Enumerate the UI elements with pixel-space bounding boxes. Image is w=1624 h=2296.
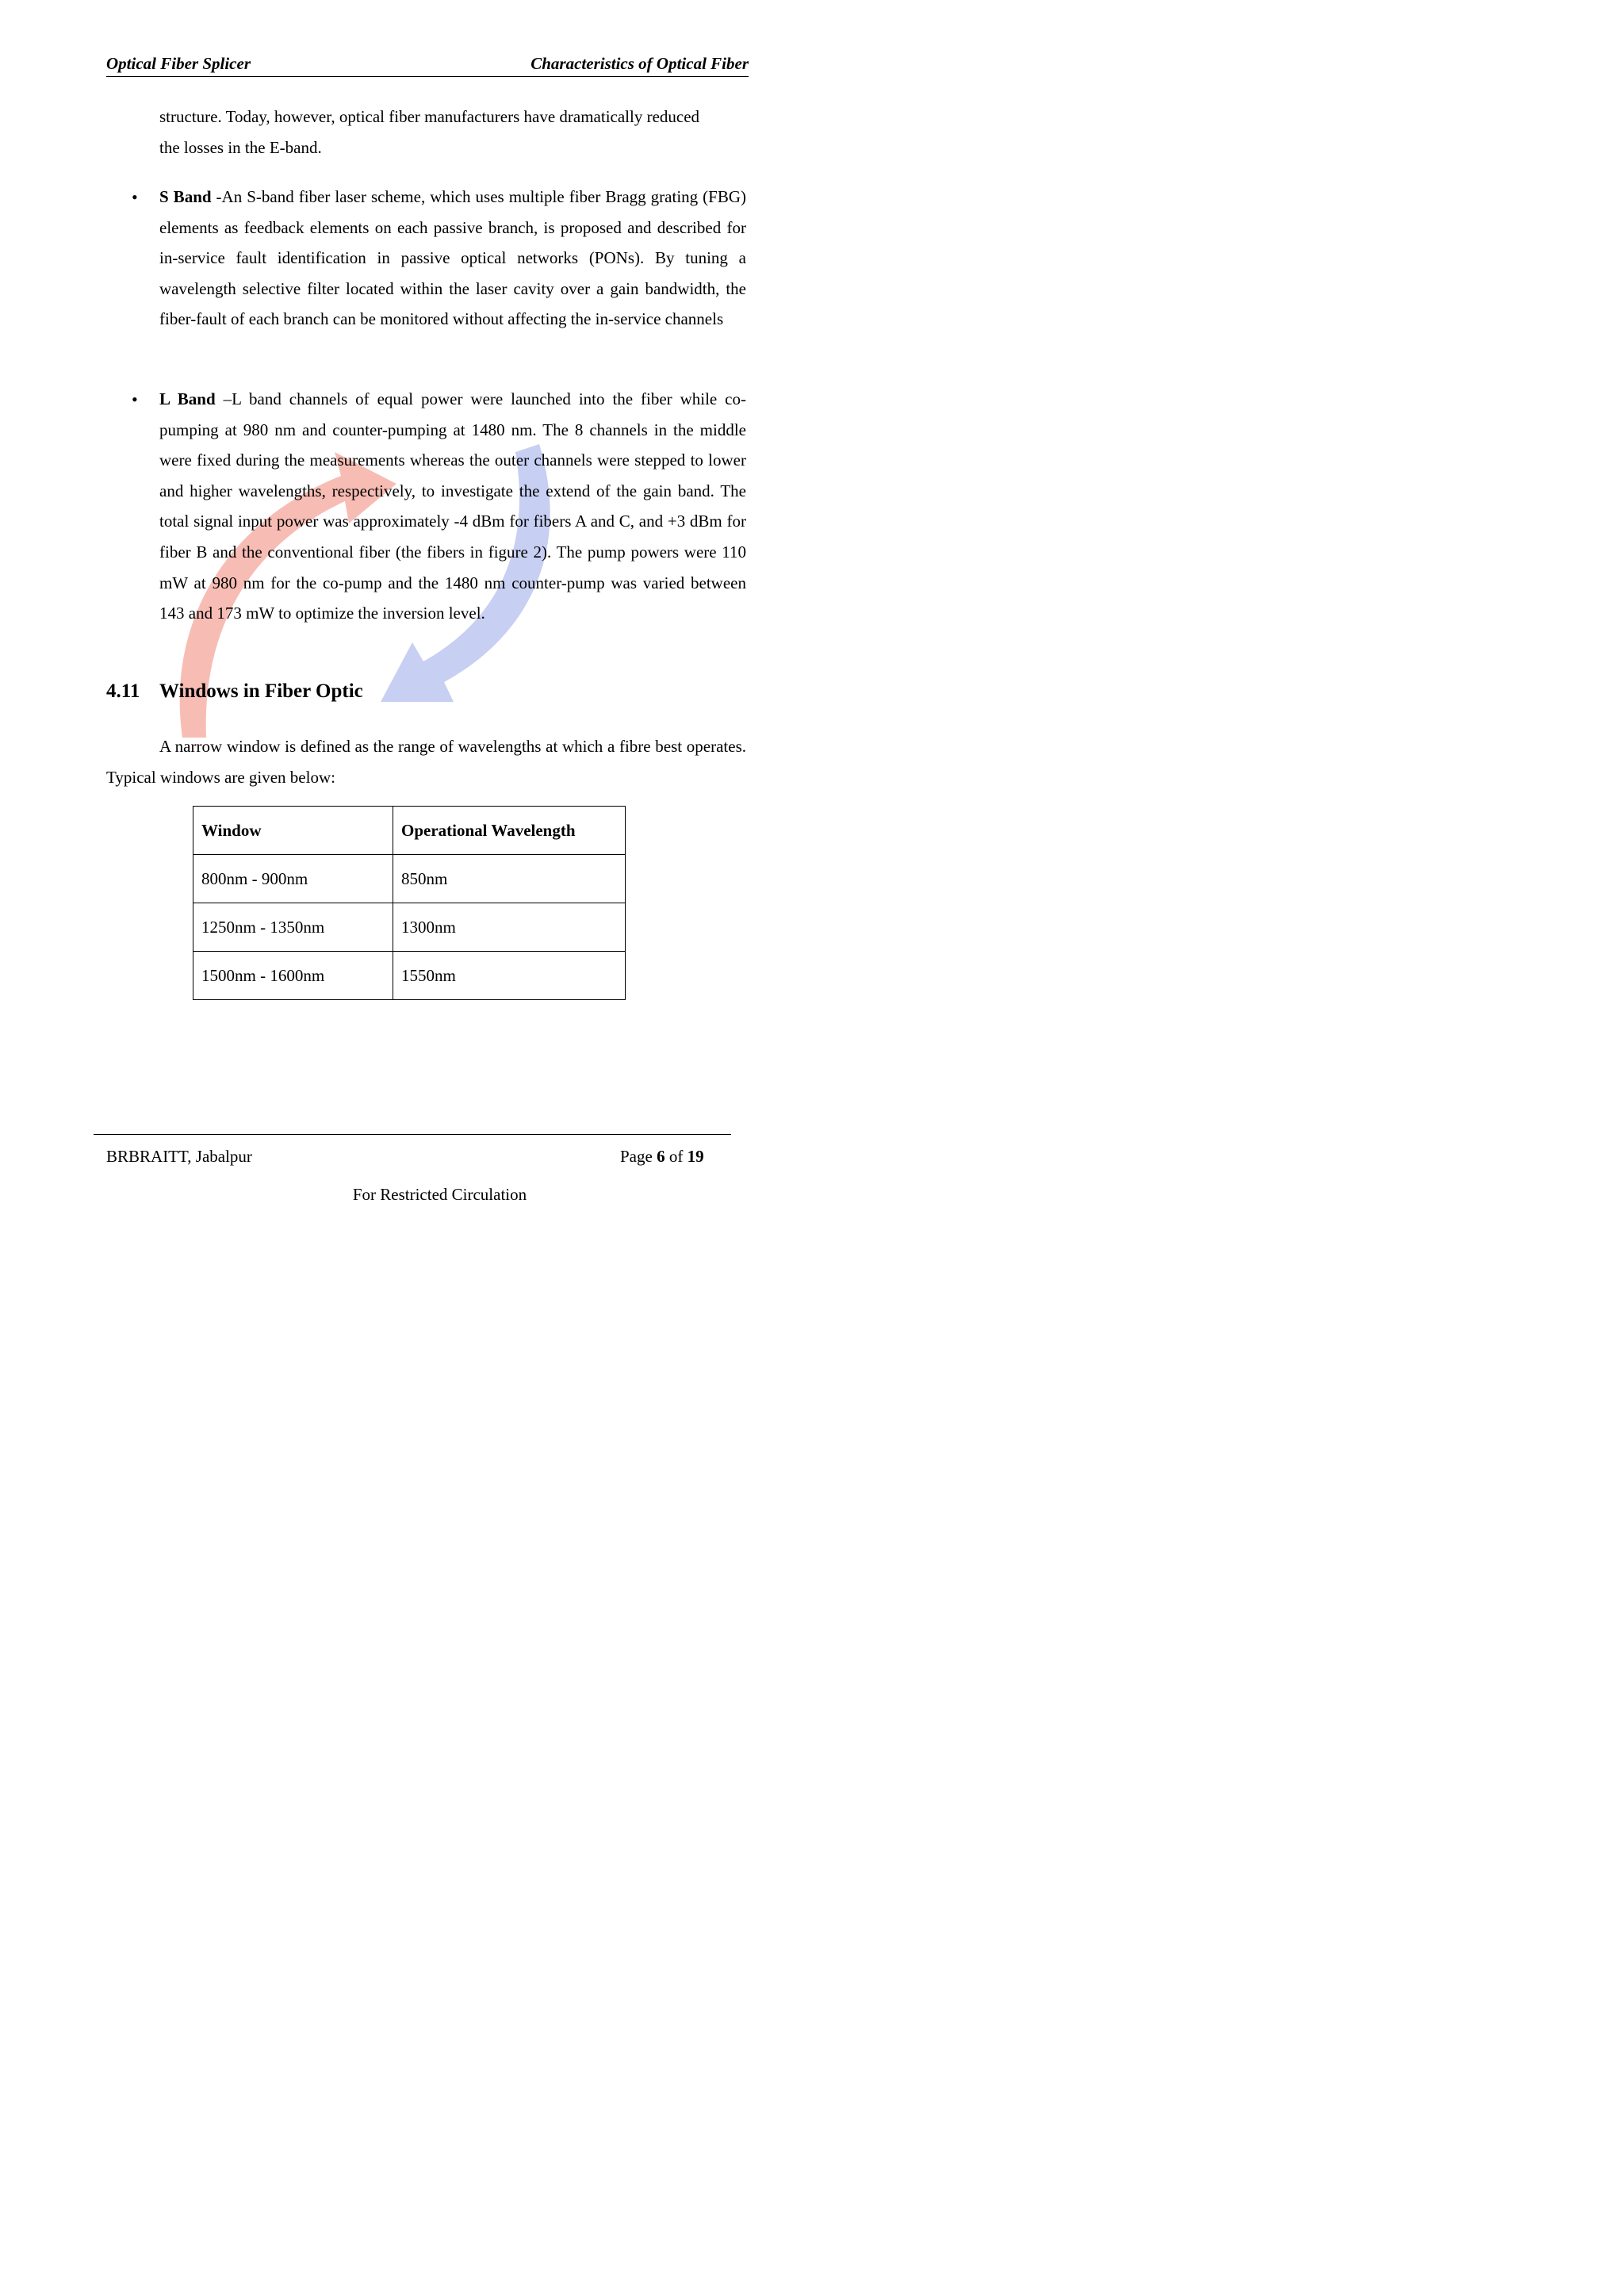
table-row xyxy=(193,855,626,903)
header-doc-title: Optical Fiber Splicer xyxy=(106,54,251,73)
document-page xyxy=(0,0,879,1244)
bullet-term-s-band: S Band xyxy=(159,187,212,206)
continuation-line-2: the losses in the E-band. xyxy=(159,137,322,157)
table-header-row xyxy=(193,807,626,855)
total-pages: 19 xyxy=(687,1147,704,1166)
table-cell: 850nm xyxy=(393,855,626,903)
windows-table xyxy=(193,806,626,1000)
intro-paragraph: A narrow window is defined as the range of wavelengths at which a fibre best operates. Typical windows are given below: xyxy=(106,737,746,787)
table-header-cell: Operational Wavelength xyxy=(393,807,626,855)
table-cell: 800nm - 900nm xyxy=(193,855,393,903)
page-of: of xyxy=(665,1147,688,1166)
bullet-text-l-band: –L band channels of equal power were launched into the fiber while co-pumping at 980 nm and counter-pumping at 1480 nm. The 8 channels in the middle were fixed during the measurements whereas the outer channels were stepped to lower and higher wavelengths, respectively, to investigate the extend of the gain band. The total signal input power was approximately -4 dBm for fibers A and C, and +3 dBm for fiber B and the conventional fiber (the fibers in figure 2). The pump powers were 110 mW at 980 nm for the co-pump and the 1480 nm counter-pump was varied between 143 and 173 mW to optimize the inversion level. xyxy=(159,389,746,623)
footer-organization: BRBRAITT, Jabalpur xyxy=(106,1147,252,1166)
table-row xyxy=(193,952,626,1000)
section-number: 4.11 xyxy=(106,680,140,702)
page-prefix: Page xyxy=(620,1147,657,1166)
footer-circulation-notice: For Restricted Circulation xyxy=(352,1185,527,1204)
table-cell: 1550nm xyxy=(393,952,626,1000)
header-chapter-title: Characteristics of Optical Fiber xyxy=(530,54,749,73)
table-cell: 1250nm - 1350nm xyxy=(193,903,393,952)
table-header-cell: Window xyxy=(193,807,393,855)
table-row xyxy=(193,903,626,952)
table-cell: 1300nm xyxy=(393,903,626,952)
section-heading xyxy=(106,680,363,703)
bullet-s-band xyxy=(159,182,746,335)
footer-page-number xyxy=(620,1147,704,1167)
bullet-l-band xyxy=(159,384,746,629)
bullet-text-s-band: -An S-band fiber laser scheme, which uses multiple fiber Bragg grating (FBG) elements as feedback elements on each passive branch, is proposed and described for in-service fault identification in passive optical networks (PONs). By tuning a wavelength selective filter located within the laser cavity over a gain bandwidth, the fiber-fault of each branch can be monitored without affecting the in-service channels xyxy=(159,187,746,329)
footer-divider xyxy=(94,1134,731,1135)
continuation-line-1: structure. Today, however, optical fiber manufacturers have dramatically reduced xyxy=(159,107,700,126)
section-title: Windows in Fiber Optic xyxy=(159,680,363,702)
bullet-term-l-band: L Band xyxy=(159,389,216,408)
table-cell: 1500nm - 1600nm xyxy=(193,952,393,1000)
bullet-marker: • xyxy=(132,187,138,207)
continuation-paragraph xyxy=(159,102,746,163)
bullet-marker: • xyxy=(132,389,138,409)
page-header xyxy=(106,54,749,77)
current-page: 6 xyxy=(657,1147,665,1166)
